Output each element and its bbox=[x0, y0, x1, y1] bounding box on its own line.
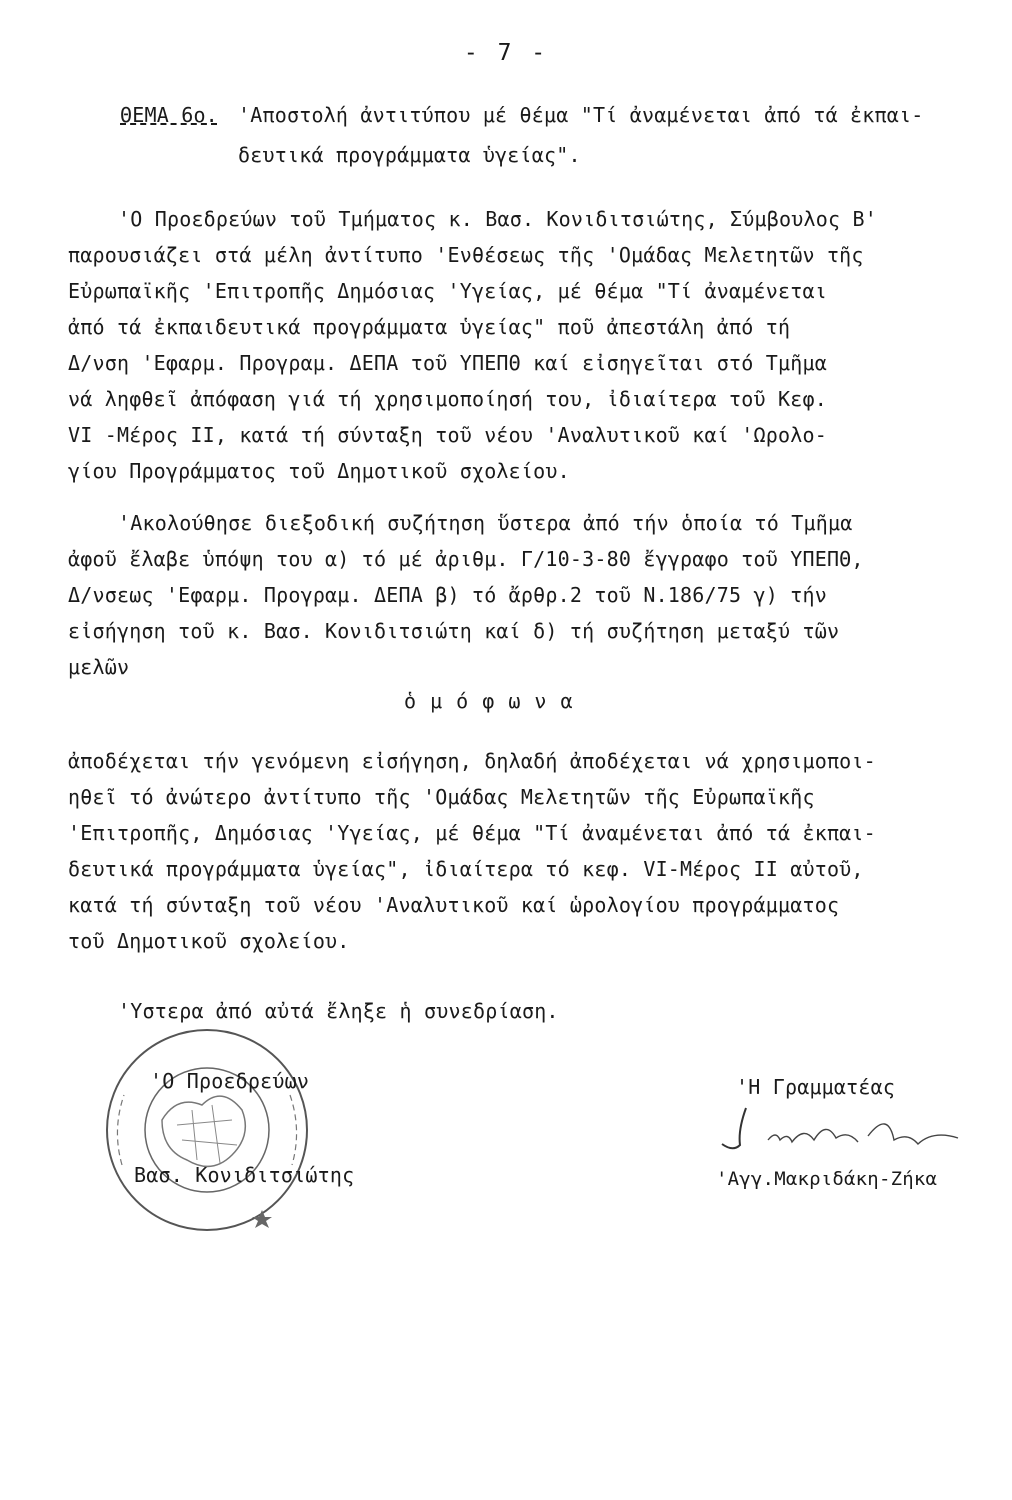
paragraph-line: 'Ακολούθησε διεξοδική συζήτηση ὕστερα ἀπό τήν ὁποία τό Τμῆμα bbox=[118, 511, 853, 535]
closing-sentence: 'Υστερα ἀπό αὐτά ἔληξε ἡ συνεδρίαση. bbox=[118, 999, 559, 1023]
paragraph-line: παρουσιάζει στά μέλη ἀντίτυπο 'Ενθέσεως τῆς 'Ομάδας Μελετητῶν τῆς bbox=[68, 243, 864, 267]
decision-heading: ὁ μ ό φ ω ν α bbox=[404, 689, 574, 713]
topic-label: ΘΕΜΑ 6ο. bbox=[120, 103, 218, 127]
paragraph-line: 'Ο Προεδρεύων τοῦ Τμήματος κ. Βασ. Κονιδιτσιώτης, Σύμβουλος Β' bbox=[118, 207, 877, 231]
president-name: Βασ. Κονιδιτσιώτης bbox=[134, 1163, 355, 1187]
paragraph-line: ἀφοῦ ἔλαβε ὑπόψη του α) τό μέ ἀριθμ. Γ/10-3-80 ἔγγραφο τοῦ ΥΠΕΠΘ, bbox=[68, 547, 864, 571]
paragraph-line: 'Επιτροπῆς, Δημόσιας 'Υγείας, μέ θέμα "Τί ἀναμένεται ἀπό τά ἐκπαι- bbox=[68, 821, 876, 845]
page-number: - 7 - bbox=[463, 40, 549, 66]
secretary-title: 'Η Γραμματέας bbox=[736, 1075, 896, 1099]
paragraph-line: τοῦ Δημοτικοῦ σχολείου. bbox=[68, 929, 350, 953]
paragraph-line: γίου Προγράμματος τοῦ Δημοτικοῦ σχολείου. bbox=[68, 459, 570, 483]
paragraph-line: μελῶν bbox=[68, 655, 130, 679]
paragraph-line: νά ληφθεῖ ἀπόφαση γιά τή χρησιμοποίησή του, ἰδιαίτερα τοῦ Κεφ. bbox=[68, 387, 827, 411]
paragraph-line: δευτικά προγράμματα ὑγείας", ἰδιαίτερα τό κεφ. VI-Μέρος ΙΙ αὐτοῦ, bbox=[68, 857, 864, 881]
paragraph-line: VI -Μέρος ΙΙ, κατά τή σύνταξη τοῦ νέου 'Αναλυτικοῦ καί 'Ωρολο- bbox=[68, 423, 827, 447]
paragraph-line: ἀποδέχεται τήν γενόμενη εἰσήγηση, δηλαδή ἀποδέχεται νά χρησιμοποι- bbox=[68, 749, 876, 773]
president-title: 'Ο Προεδρεύων bbox=[150, 1069, 310, 1093]
paragraph-line: ἀπό τά ἐκπαιδευτικά προγράμματα ὑγείας" ποῦ ἀπεστάλη ἀπό τή bbox=[68, 315, 791, 339]
handwritten-signature-icon bbox=[718, 1100, 963, 1162]
topic-title-line: 'Αποστολή ἀντιτύπου μέ θέμα "Τί ἀναμένεται ἀπό τά ἐκπαι- bbox=[238, 103, 924, 127]
official-seal-icon bbox=[102, 1025, 312, 1235]
paragraph-line: κατά τή σύνταξη τοῦ νέου 'Αναλυτικοῦ καί ὡρολογίου προγράμματος bbox=[68, 893, 840, 917]
paragraph-line: εἰσήγηση τοῦ κ. Βασ. Κονιδιτσιώτη καί δ) τή συζήτηση μεταξύ τῶν bbox=[68, 619, 840, 643]
secretary-name: 'Αγγ.Μακριδάκη-Ζήκα bbox=[716, 1168, 938, 1190]
topic-title-line: δευτικά προγράμματα ὑγείας". bbox=[238, 143, 581, 167]
paragraph-line: Δ/νση 'Εφαρμ. Προγραμ. ΔΕΠΑ τοῦ ΥΠΕΠΘ καί εἰσηγεῖται στό Τμῆμα bbox=[68, 351, 827, 375]
paragraph-line: ηθεῖ τό ἀνώτερο ἀντίτυπο τῆς 'Ομάδας Μελετητῶν τῆς Εὐρωπαϊκῆς bbox=[68, 785, 815, 809]
paragraph-line: Δ/νσεως 'Εφαρμ. Προγραμ. ΔΕΠΑ β) τό ἄρθρ.2 τοῦ Ν.186/75 γ) τήν bbox=[68, 583, 827, 607]
paragraph-line: Εὐρωπαϊκῆς 'Επιτροπῆς Δημόσιας 'Υγείας, μέ θέμα "Τί ἀναμένεται bbox=[68, 279, 827, 303]
